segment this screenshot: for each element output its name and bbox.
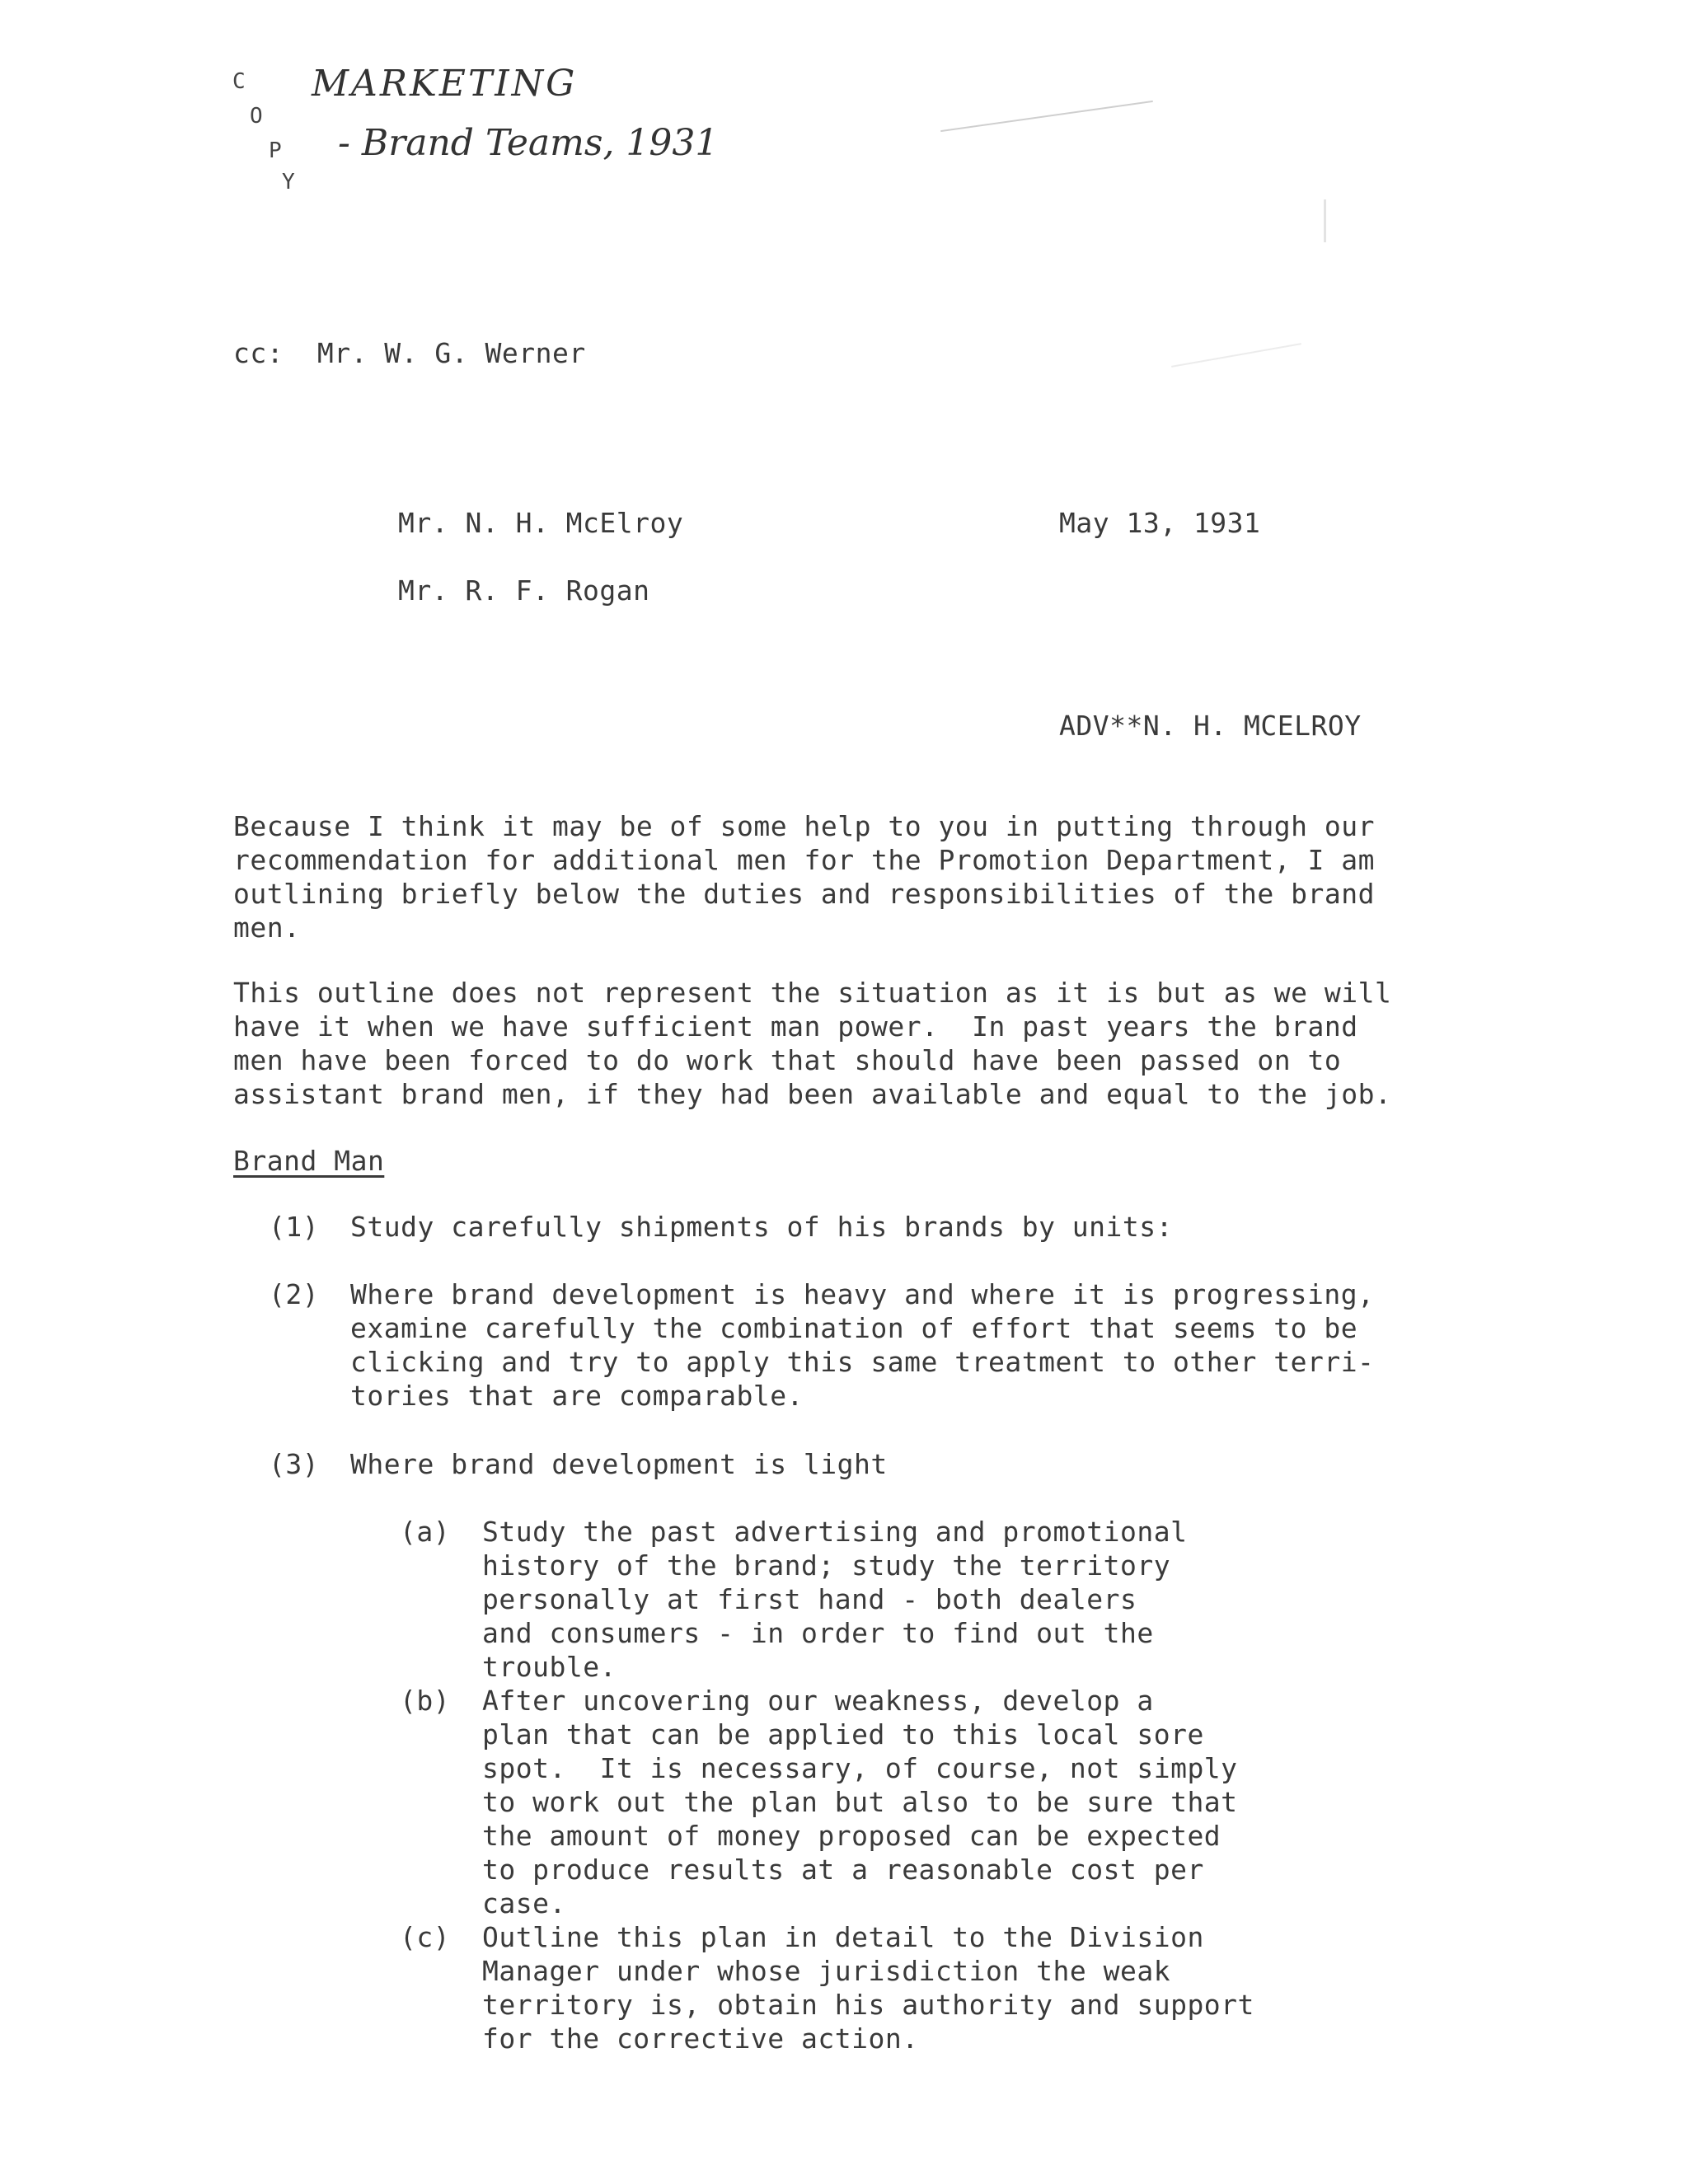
reference-line: ADV**N. H. MCELROY bbox=[1059, 710, 1362, 742]
item-line: clicking and try to apply this same treatment to other terri- bbox=[350, 1346, 1375, 1378]
item-line: Where brand development is heavy and where it is progressing, bbox=[350, 1278, 1375, 1310]
subitem-number: (c) bbox=[400, 1921, 451, 1953]
paragraph-line: recommendation for additional men for the Promotion Department, I am bbox=[233, 844, 1376, 876]
subitem-line: trouble. bbox=[482, 1651, 617, 1683]
copy-stamp-o: O bbox=[250, 104, 263, 129]
handwritten-marketing: MARKETING bbox=[312, 63, 578, 105]
subitem-line: Study the past advertising and promotional bbox=[482, 1516, 1188, 1548]
recipient-mcelroy: Mr. N. H. McElroy bbox=[398, 507, 684, 539]
paragraph-line: men have been forced to do work that should have been passed on to bbox=[233, 1044, 1342, 1076]
scan-mark-vertical bbox=[1324, 199, 1326, 242]
paragraph-line: outlining briefly below the duties and responsibilities of the brand bbox=[233, 878, 1376, 910]
handwritten-brand-teams: - Brand Teams, 1931 bbox=[338, 122, 719, 164]
paragraph-line: Because I think it may be of some help to you in putting through our bbox=[233, 810, 1376, 842]
item-line: Study carefully shipments of his brands by units: bbox=[350, 1211, 1174, 1243]
item-line: Where brand development is light bbox=[350, 1448, 888, 1480]
subitem-line: personally at first hand - both dealers bbox=[482, 1583, 1137, 1615]
letter-date: May 13, 1931 bbox=[1059, 507, 1261, 539]
paragraph-line: assistant brand men, if they had been available and equal to the job. bbox=[233, 1078, 1392, 1110]
section-heading-brand-man: Brand Man bbox=[233, 1145, 385, 1177]
scan-mark-dash bbox=[1171, 343, 1301, 368]
item-line: examine carefully the combination of effort that seems to be bbox=[350, 1312, 1358, 1344]
subitem-line: Outline this plan in detail to the Division bbox=[482, 1921, 1204, 1953]
item-line: tories that are comparable. bbox=[350, 1380, 804, 1412]
subitem-line: for the corrective action. bbox=[482, 2022, 919, 2055]
subitem-line: spot. It is necessary, of course, not simply bbox=[482, 1752, 1238, 1784]
subitem-line: plan that can be applied to this local sore bbox=[482, 1718, 1204, 1750]
subitem-line: history of the brand; study the territory bbox=[482, 1549, 1171, 1582]
paragraph-1 bbox=[233, 809, 1412, 944]
subitem-line: Manager under whose jurisdiction the weak bbox=[482, 1955, 1171, 1987]
subitem-line: the amount of money proposed can be expected bbox=[482, 1820, 1221, 1852]
item-number: (1) bbox=[269, 1211, 320, 1243]
item-1-text bbox=[350, 1210, 1173, 1244]
paragraph-line: This outline does not represent the situation as it is but as we will bbox=[233, 977, 1392, 1009]
subitem-number: (a) bbox=[400, 1516, 451, 1548]
scan-mark-line bbox=[940, 101, 1153, 132]
cc-line: cc: Mr. W. G. Werner bbox=[233, 337, 586, 369]
recipient-rogan: Mr. R. F. Rogan bbox=[398, 574, 650, 607]
item-3-text bbox=[350, 1447, 888, 1481]
subitem-c-text bbox=[482, 1920, 1254, 2055]
subitem-number: (b) bbox=[400, 1685, 451, 1717]
copy-stamp-p: P bbox=[269, 138, 282, 163]
copy-stamp-y: Y bbox=[282, 170, 295, 194]
subitem-line: and consumers - in order to find out the bbox=[482, 1617, 1154, 1649]
subitem-line: case. bbox=[482, 1887, 566, 1919]
copy-stamp-c: C bbox=[232, 69, 246, 94]
subitem-line: territory is, obtain his authority and support bbox=[482, 1989, 1254, 2021]
subitem-line: to produce results at a reasonable cost per bbox=[482, 1854, 1204, 1886]
subitem-b-text bbox=[482, 1684, 1238, 1920]
paragraph-line: men. bbox=[233, 912, 301, 944]
subitem-a-text bbox=[482, 1515, 1187, 1684]
paragraph-line: have it when we have sufficient man power. In past years the brand bbox=[233, 1010, 1358, 1043]
item-number: (2) bbox=[269, 1278, 320, 1310]
paragraph-2 bbox=[233, 976, 1412, 1111]
item-2-text bbox=[350, 1277, 1374, 1413]
subitem-line: to work out the plan but also to be sure that bbox=[482, 1786, 1238, 1818]
item-number: (3) bbox=[269, 1448, 320, 1480]
subitem-line: After uncovering our weakness, develop a bbox=[482, 1685, 1154, 1717]
